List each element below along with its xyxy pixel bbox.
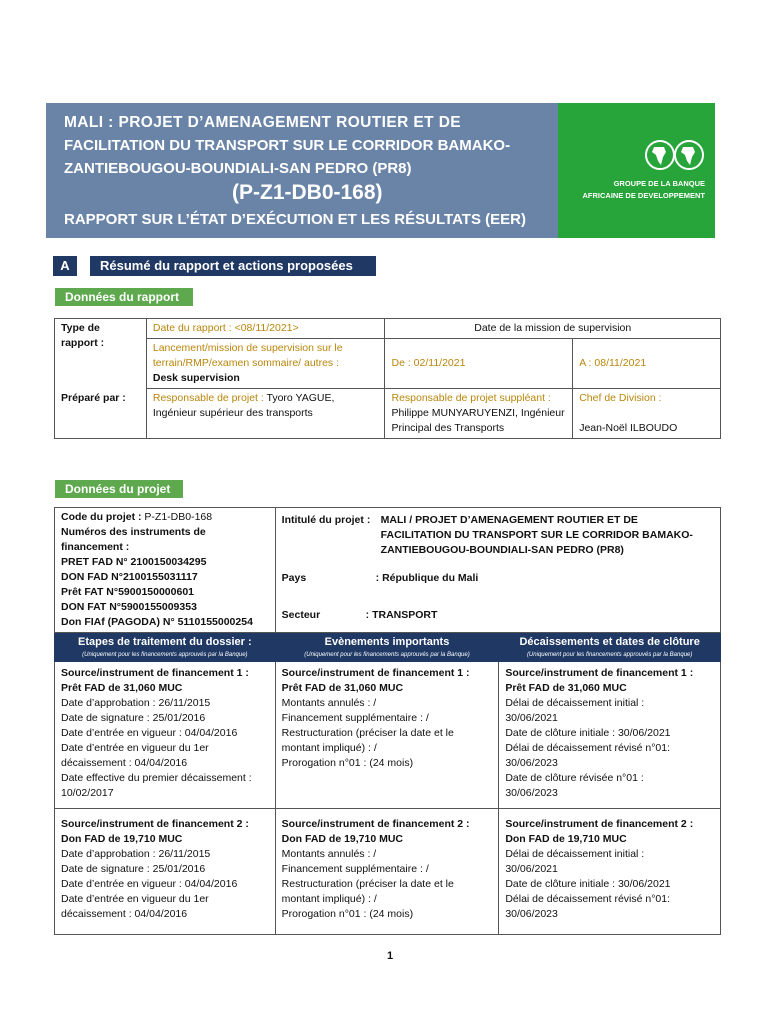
table-row [275,809,499,935]
mission-start-date: De : 02/11/2021 [385,339,573,389]
row1-c2-head: Source/instrument de financement 1 : Prêt FAD de 31,060 MUC [281,667,470,694]
title-banner [46,103,558,238]
col1-header: Etapes de traitement du dossier : [55,633,276,651]
table-row [499,662,721,809]
instruments-list: Numéros des instruments de financement : PRET FAD N° 2100150034295 DON FAD N°2100155031117 Prêt FAT N°5900150000601 DON FAT N°5900155009353 Don FIAf (PAGODA) N° 5110155000254 [61,526,253,628]
lancement-cell [146,339,385,389]
intitule-label: Intitulé du projet : [281,514,371,526]
chef-name: Jean-Noël ILBOUDO [579,422,678,434]
row2-c1-head: Source/instrument de financement 2 : Don FAD de 19,710 MUC [61,818,249,845]
page-number: 1 [386,950,394,962]
row2-c3-body: Délai de décaissement initial : 30/06/2021 Date de clôture initiale : 30/06/2021 Délai de décaissement révisé n°01: 30/06/2023 [505,848,671,920]
row2-c1-body: Date d’approbation : 26/11/2015 Date de signature : 25/01/2016 Date d’entrée en vigueur : 04/04/2016 Date d’entrée en vigueur du 1er décaissement : 04/04/2016 [61,848,238,920]
date-mission-header: Date de la mission de supervision [385,319,721,339]
project-code-title: (P-Z1-DB0-168) [232,181,383,204]
afdb-logo-icon [644,139,706,171]
code-projet-label: Code du projet : [61,511,142,523]
table-row [55,662,276,809]
afdb-logo-panel [558,103,715,238]
logo-text [582,178,705,202]
col2-header: Evènements importants [275,633,499,651]
responsable-label: Responsable de projet : [152,392,264,404]
suppleant-label: Responsable de projet suppléant : [391,392,551,404]
secteur-label: Secteur [281,609,321,621]
pays-value: : République du Mali [375,572,479,584]
code-projet-cell [55,508,276,633]
rapport-heading: Données du rapport [55,288,193,306]
col3-subheader: (Uniquement pour les financements approuvés par la Banque) [499,651,721,662]
secteur-value: : TRANSPORT [365,609,438,621]
prepare-par-label: Préparé par : [55,389,147,439]
title-line-1: MALI : PROJET D’AMENAGEMENT ROUTIER ET DE [64,114,462,131]
title-line-2: FACILITATION DU TRANSPORT SUR LE CORRIDOR BAMAKO- [64,137,511,154]
intitule-cell [275,508,720,633]
suppleant-name: Philippe MUNYARUYENZI, Ingénieur Principal des Transports [391,407,565,434]
logo-line-2: AFRICAINE DE DEVELOPPEMENT [582,191,705,200]
chef-label: Chef de Division : [579,392,662,404]
mission-end-date: A : 08/11/2021 [573,339,721,389]
section-letter: A [53,256,77,276]
title-line-3: ZANTIEBOUGOU-BOUNDIALI-SAN PEDRO (PR8) [64,160,412,177]
intitule-value: MALI / PROJET D’AMENAGEMENT ROUTIER ET DE FACILITATION DU TRANSPORT SUR LE CORRIDOR BAMAKO-ZANTIEBOUGOU-BOUNDIALI-SAN PEDRO (PR8) [380,514,693,556]
table-row [55,809,276,935]
responsable-cell [146,389,385,439]
responsable-name: Tyoro YAGUE, Ingénieur supérieur des transports [152,392,335,419]
row2-c2-body: Montants annulés : / Financement supplémentaire : / Restructuration (préciser la date et le montant impliqué) : / Prorogation n°01 : (24 mois) [281,848,454,920]
chef-cell [573,389,721,439]
row1-c2-body: Montants annulés : / Financement supplémentaire : / Restructuration (préciser la date et le montant impliqué) : / Prorogation n°01 : (24 mois) [281,697,454,769]
projet-table [54,507,721,935]
col2-subheader: (Uniquement pour les financements approuvés par la Banque) [275,651,499,662]
code-projet [61,510,269,525]
logo-line-1: GROUPE DE LA BANQUE [613,179,705,188]
type-rapport-label: Type de rapport : [55,319,147,389]
row1-c3-body: Délai de décaissement initial : 30/06/2021 Date de clôture initiale : 30/06/2021 Délai de décaissement révisé n°01: 30/06/2023 Date de clôture révisée n°01 : 30/06/2023 [505,697,671,799]
row1-c1-body: Date d’approbation : 26/11/2015 Date de signature : 25/01/2016 Date d’entrée en vigueur : 04/04/2016 Date d’entrée en vigueur du 1er décaissement : 04/04/2016 Date effective du premier décaissement : 10/02/2017 [61,697,252,799]
table-row [275,662,499,809]
row2-c3-head: Source/instrument de financement 2 : Don FAD de 19,710 MUC [505,818,694,845]
pays-label: Pays [281,572,307,584]
col3-header: Décaissements et dates de clôture [499,633,721,651]
table-row [499,809,721,935]
row1-c3-head: Source/instrument de financement 1 : Prêt FAD de 31,060 MUC [505,667,694,694]
projet-heading: Données du projet [55,480,183,498]
report-subtitle: RAPPORT SUR L’ÉTAT D’EXÉCUTION ET LES RÉSULTATS (EER) [64,211,526,228]
rapport-table [54,318,721,439]
row2-c2-head: Source/instrument de financement 2 : Don FAD de 19,710 MUC [281,818,470,845]
suppleant-cell [385,389,573,439]
row1-c1-head: Source/instrument de financement 1 : Prêt FAD de 31,060 MUC [61,667,249,694]
desk-supervision: Desk supervision [152,372,240,384]
lancement-label: Lancement/mission de supervision sur le terrain/RMP/examen sommaire/ autres : [152,342,343,369]
date-rapport: Date du rapport : <08/11/2021> [146,319,385,339]
section-title: Résumé du rapport et actions proposées [90,256,376,276]
col1-subheader: (Uniquement pour les financements approuvés par la Banque) [55,651,276,662]
code-projet-value: P-Z1-DB0-168 [141,511,213,523]
